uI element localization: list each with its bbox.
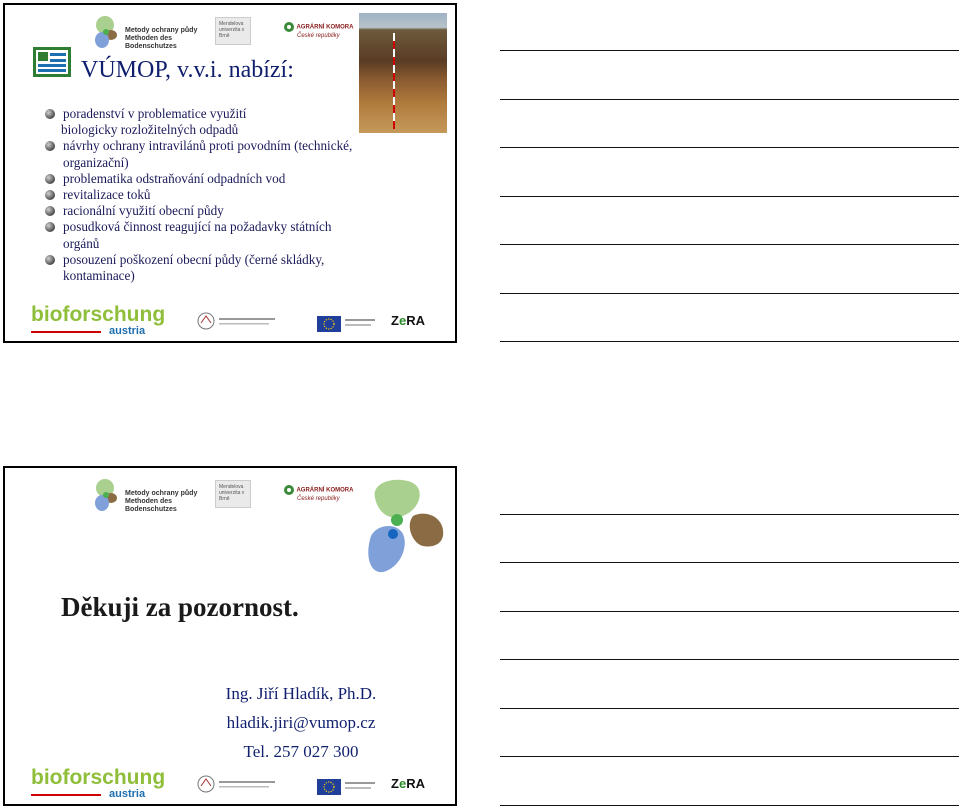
komora-logo: AGRÁRNÍ KOMORA České republiky	[283, 21, 355, 40]
note-line	[500, 341, 959, 342]
list-item: návrhy ochrany intravilánů proti povodním (technické,	[45, 138, 405, 154]
bullet-icon	[45, 174, 55, 184]
note-line	[500, 756, 959, 757]
metody-line1: Metody ochrany půdy	[125, 27, 198, 34]
metody-line1: Metody ochrany půdy	[125, 490, 198, 497]
note-line	[500, 659, 959, 660]
komora-emblem-icon	[283, 484, 295, 496]
note-line	[500, 708, 959, 709]
bullet-icon	[45, 109, 55, 119]
zera-logo: ZeRA	[391, 313, 425, 328]
contact-phone: Tel. 257 027 300	[243, 742, 359, 761]
komora-logo: AGRÁRNÍ KOMORA České republiky	[283, 484, 355, 503]
bullet-icon	[45, 222, 55, 232]
note-line	[500, 293, 959, 294]
list-item: kontaminace)	[63, 268, 135, 284]
leaf-logo-icon	[93, 478, 121, 514]
bullet-icon	[45, 206, 55, 216]
list-item: revitalizace toků	[45, 187, 405, 203]
list-item: posouzení poškození obecní půdy (černé skládky,	[45, 252, 405, 268]
note-line	[500, 196, 959, 197]
slide-2	[3, 466, 457, 806]
slide-title: VÚMOP, v.v.i. nabízí:	[81, 57, 294, 83]
komora-emblem-icon	[283, 21, 295, 33]
note-line	[500, 244, 959, 245]
note-line	[500, 99, 959, 100]
note-line	[500, 611, 959, 612]
note-line	[500, 562, 959, 563]
eu-flag-icon	[317, 316, 377, 332]
university-logo: Mendelova univerzita v Brně	[215, 480, 251, 508]
list-item: orgánů	[63, 235, 100, 251]
metody-line2: Methoden des Bodenschutzes	[125, 35, 177, 50]
leaf-logo-large-icon	[363, 476, 447, 580]
bullet-icon	[45, 190, 55, 200]
contact-block	[201, 679, 401, 766]
eu-flag-icon	[317, 779, 377, 795]
slide-1	[3, 3, 457, 343]
list-item: racionální využití obecní půdy	[45, 203, 405, 219]
list-item: biologicky rozložitelných odpadů	[61, 122, 239, 138]
list-item: poradenství v problematice využití	[45, 106, 405, 122]
list-item: posudková činnost reagující na požadavky státních	[45, 219, 405, 235]
leaf-logo-icon	[93, 15, 121, 51]
list-item: organizační)	[63, 154, 129, 170]
contact-name: Ing. Jiří Hladík, Ph.D.	[225, 684, 377, 703]
ministry-logo-icon	[197, 774, 277, 794]
note-line	[500, 514, 959, 515]
bioforschung-logo: bioforschung austria	[31, 766, 166, 800]
slide-title: Děkuji za pozornost.	[61, 592, 299, 622]
list-item: problematika odstraňování odpadních vod	[45, 171, 405, 187]
ministry-logo-icon	[197, 311, 277, 331]
vumop-logo-icon	[33, 47, 71, 77]
note-line	[500, 805, 959, 806]
bioforschung-logo: bioforschung austria	[31, 303, 166, 337]
bullet-icon	[45, 255, 55, 265]
metody-logo	[93, 478, 203, 518]
metody-logo	[93, 15, 203, 55]
note-line	[500, 147, 959, 148]
note-line	[500, 50, 959, 51]
contact-email: hladik.jiri@vumop.cz	[226, 713, 376, 732]
university-logo: Mendelova univerzita v Brně	[215, 17, 251, 45]
metody-line2: Methoden des Bodenschutzes	[125, 498, 177, 513]
zera-logo: ZeRA	[391, 776, 425, 791]
offer-list	[45, 106, 405, 284]
bullet-icon	[45, 141, 55, 151]
